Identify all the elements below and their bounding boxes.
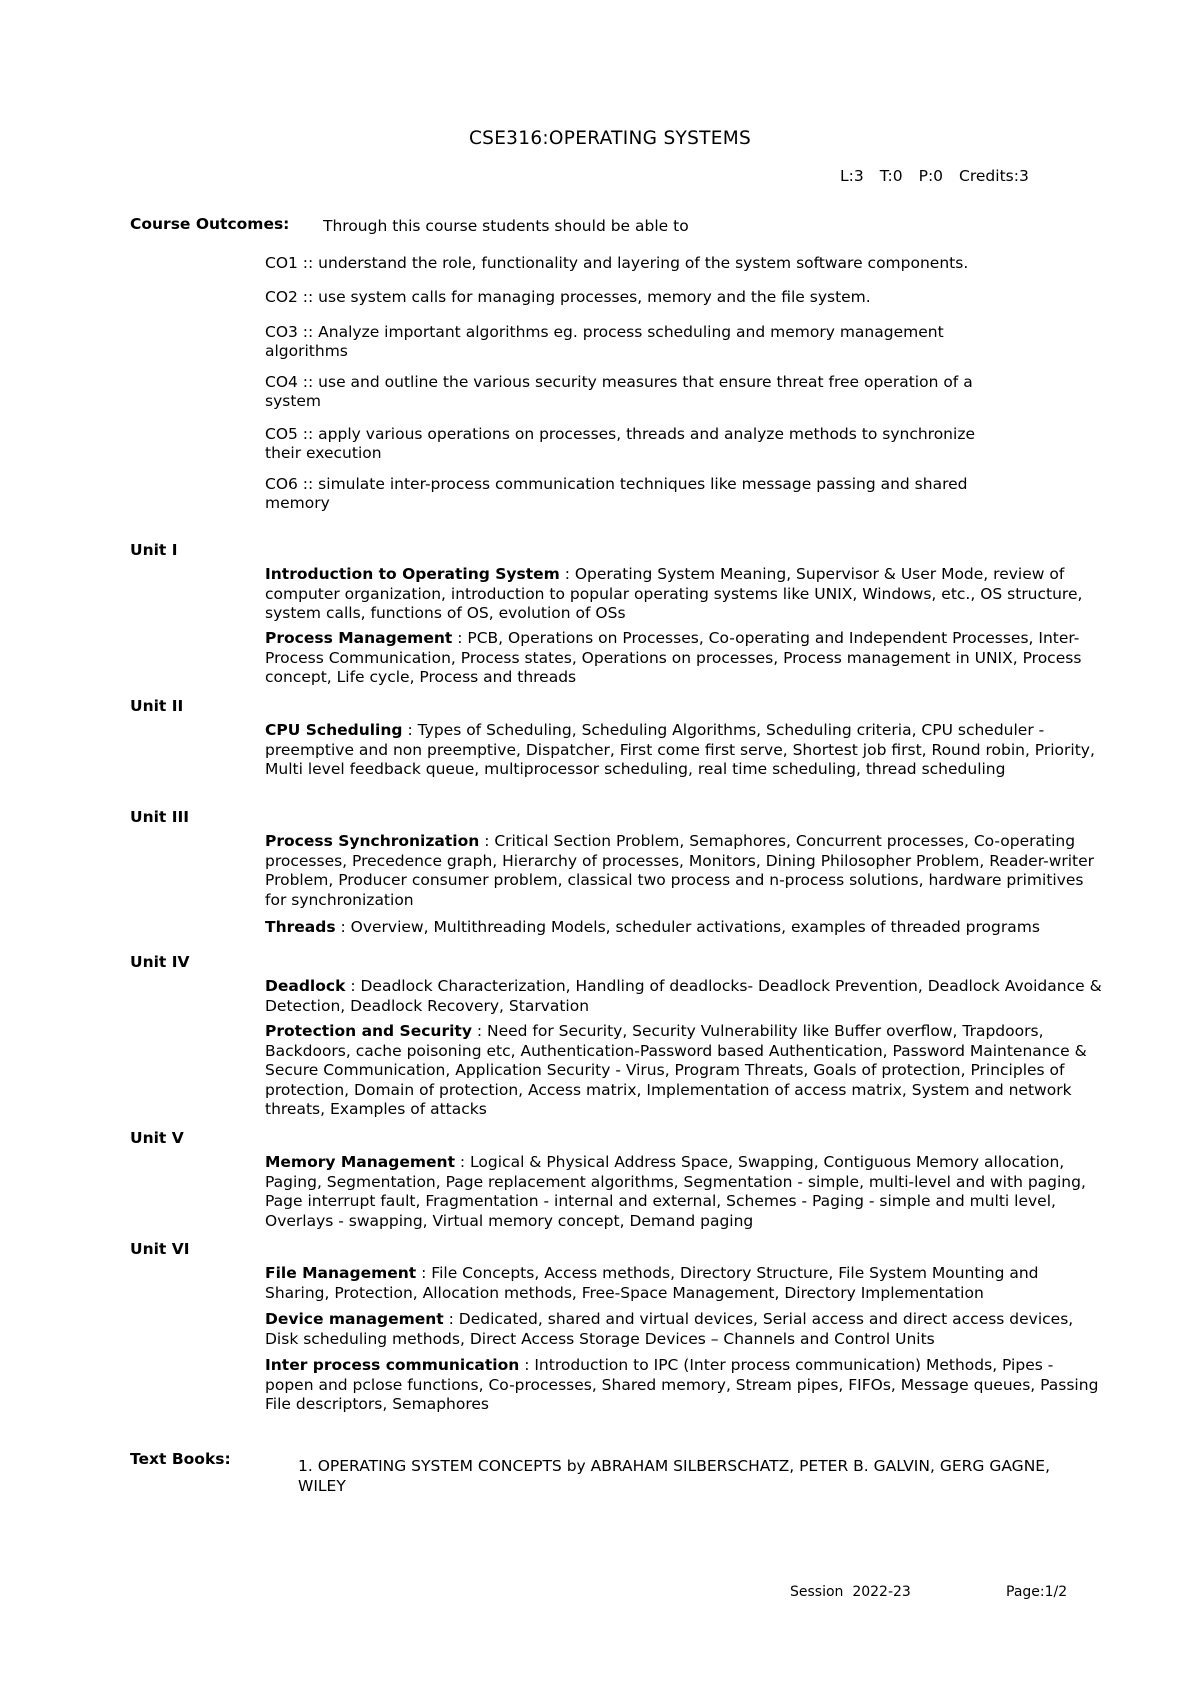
course-outcomes-intro: Through this course students should be able to xyxy=(323,217,689,235)
session-label: Session xyxy=(790,1584,844,1600)
unit-topic xyxy=(265,629,1105,688)
lecture-hours: L:3 xyxy=(840,167,864,185)
unit-label: Unit VI xyxy=(130,1240,190,1258)
credit-count: Credits:3 xyxy=(959,167,1029,185)
page-title: CSE316:OPERATING SYSTEMS xyxy=(468,128,752,149)
unit-label: Unit V xyxy=(130,1129,184,1147)
unit-label: Unit IV xyxy=(130,953,190,971)
topic-text: : Need for Security, Security Vulnerability like Buffer overflow, Trapdoors, Backdoors, cache poisoning etc, Authentication-Password based Authentication, Password Maintenance & Secure Communication, Application Security - Virus, Program Threats, Goals of protection, Principles of protection, Domain of protection, Access matrix, Implementation of access matrix, System and network threats, Examples of attacks xyxy=(265,1022,1087,1118)
credits-line xyxy=(840,167,1029,185)
unit-topic xyxy=(265,977,1105,1016)
topic-heading: Deadlock xyxy=(265,977,346,995)
unit-label: Unit II xyxy=(130,697,184,715)
topic-text: : Critical Section Problem, Semaphores, Concurrent processes, Co-operating processes, Precedence graph, Hierarchy of processes, Monitors, Dining Philosopher Problem, Reader-writer Problem, Producer consumer problem, classical two process and n-process solutions, hardware primitives for synchronization xyxy=(265,832,1095,909)
tutorial-hours: T:0 xyxy=(879,167,903,185)
course-outcome-item: CO1 :: understand the role, functionality and layering of the system software components. xyxy=(265,254,969,272)
session-info xyxy=(790,1584,911,1600)
topic-heading: Introduction to Operating System xyxy=(265,565,560,583)
unit-topic xyxy=(265,565,1105,624)
course-outcome-item: CO4 :: use and outline the various security measures that ensure threat free operation of a system xyxy=(265,373,973,410)
unit-topic xyxy=(265,1022,1105,1120)
unit-topic xyxy=(265,1356,1105,1415)
topic-heading: Protection and Security xyxy=(265,1022,472,1040)
unit-topic xyxy=(265,721,1105,780)
topic-text: : File Concepts, Access methods, Directory Structure, File System Mounting and Sharing, Protection, Allocation methods, Free-Space Management, Directory Implementation xyxy=(265,1264,1039,1302)
topic-heading: Inter process communication xyxy=(265,1356,520,1374)
topic-text: : Dedicated, shared and virtual devices, Serial access and direct access devices, Disk scheduling methods, Direct Access Storage Devices – Channels and Control Units xyxy=(265,1310,1074,1348)
text-book-item: 1. OPERATING SYSTEM CONCEPTS by ABRAHAM SILBERSCHATZ, PETER B. GALVIN, GERG GAGNE, WILEY xyxy=(298,1457,1051,1495)
unit-topic xyxy=(265,918,1105,938)
session-value: 2022-23 xyxy=(852,1584,911,1600)
topic-text: : Deadlock Characterization, Handling of deadlocks- Deadlock Prevention, Deadlock Avoidance & Detection, Deadlock Recovery, Starvation xyxy=(265,977,1102,1015)
topic-text: : Introduction to IPC (Inter process communication) Methods, Pipes - popen and pclose functions, Co-processes, Shared memory, Stream pipes, FIFOs, Message queues, Passing File descriptors, Semaphores xyxy=(265,1356,1099,1413)
course-outcome-item: CO5 :: apply various operations on processes, threads and analyze methods to synchronize their execution xyxy=(265,425,975,462)
course-outcome-item: CO3 :: Analyze important algorithms eg. process scheduling and memory management algorithms xyxy=(265,323,944,360)
topic-text: : Logical & Physical Address Space, Swapping, Contiguous Memory allocation, Paging, Segmentation, Page replacement algorithms, Segmentation - simple, multi-level and with paging, Page interrupt fault, Fragmentation - internal and external, Schemes - Paging - simple and multi level, Overlays - swapping, Virtual memory concept, Demand paging xyxy=(265,1153,1086,1230)
unit-label: Unit III xyxy=(130,808,190,826)
unit-topic xyxy=(265,1153,1105,1231)
topic-text: : Operating System Meaning, Supervisor & User Mode, review of computer organization, introduction to popular operating systems like UNIX, Windows, etc., OS structure, system calls, functions of OS, evolution of OSs xyxy=(265,565,1083,622)
unit-topic xyxy=(265,832,1105,910)
unit-topic xyxy=(265,1264,1105,1303)
practical-hours: P:0 xyxy=(918,167,944,185)
topic-heading: Memory Management xyxy=(265,1153,455,1171)
course-outcomes-label: Course Outcomes: xyxy=(130,215,290,233)
topic-heading: Process Management xyxy=(265,629,453,647)
page-number: Page:1/2 xyxy=(1006,1584,1068,1600)
topic-text: : Overview, Multithreading Models, scheduler activations, examples of threaded programs xyxy=(335,918,1040,936)
topic-heading: Threads xyxy=(265,918,336,936)
topic-text: : Types of Scheduling, Scheduling Algorithms, Scheduling criteria, CPU scheduler - preemptive and non preemptive, Dispatcher, First come first serve, Shortest job first, Round robin, Priority, Multi level feedback queue, multiprocessor scheduling, real time scheduling, thread scheduling xyxy=(265,721,1095,778)
topic-text: : PCB, Operations on Processes, Co-operating and Independent Processes, Inter-Process Communication, Process states, Operations on processes, Process management in UNIX, Process concept, Life cycle, Process and threads xyxy=(265,629,1082,686)
unit-label: Unit I xyxy=(130,541,178,559)
topic-heading: Process Synchronization xyxy=(265,832,480,850)
course-outcome-item: CO6 :: simulate inter-process communication techniques like message passing and shared memory xyxy=(265,475,968,512)
topic-heading: File Management xyxy=(265,1264,417,1282)
text-books-label: Text Books: xyxy=(130,1450,231,1468)
topic-heading: CPU Scheduling xyxy=(265,721,403,739)
course-outcome-item: CO2 :: use system calls for managing processes, memory and the file system. xyxy=(265,288,871,306)
unit-topic xyxy=(265,1310,1105,1349)
topic-heading: Device management xyxy=(265,1310,444,1328)
